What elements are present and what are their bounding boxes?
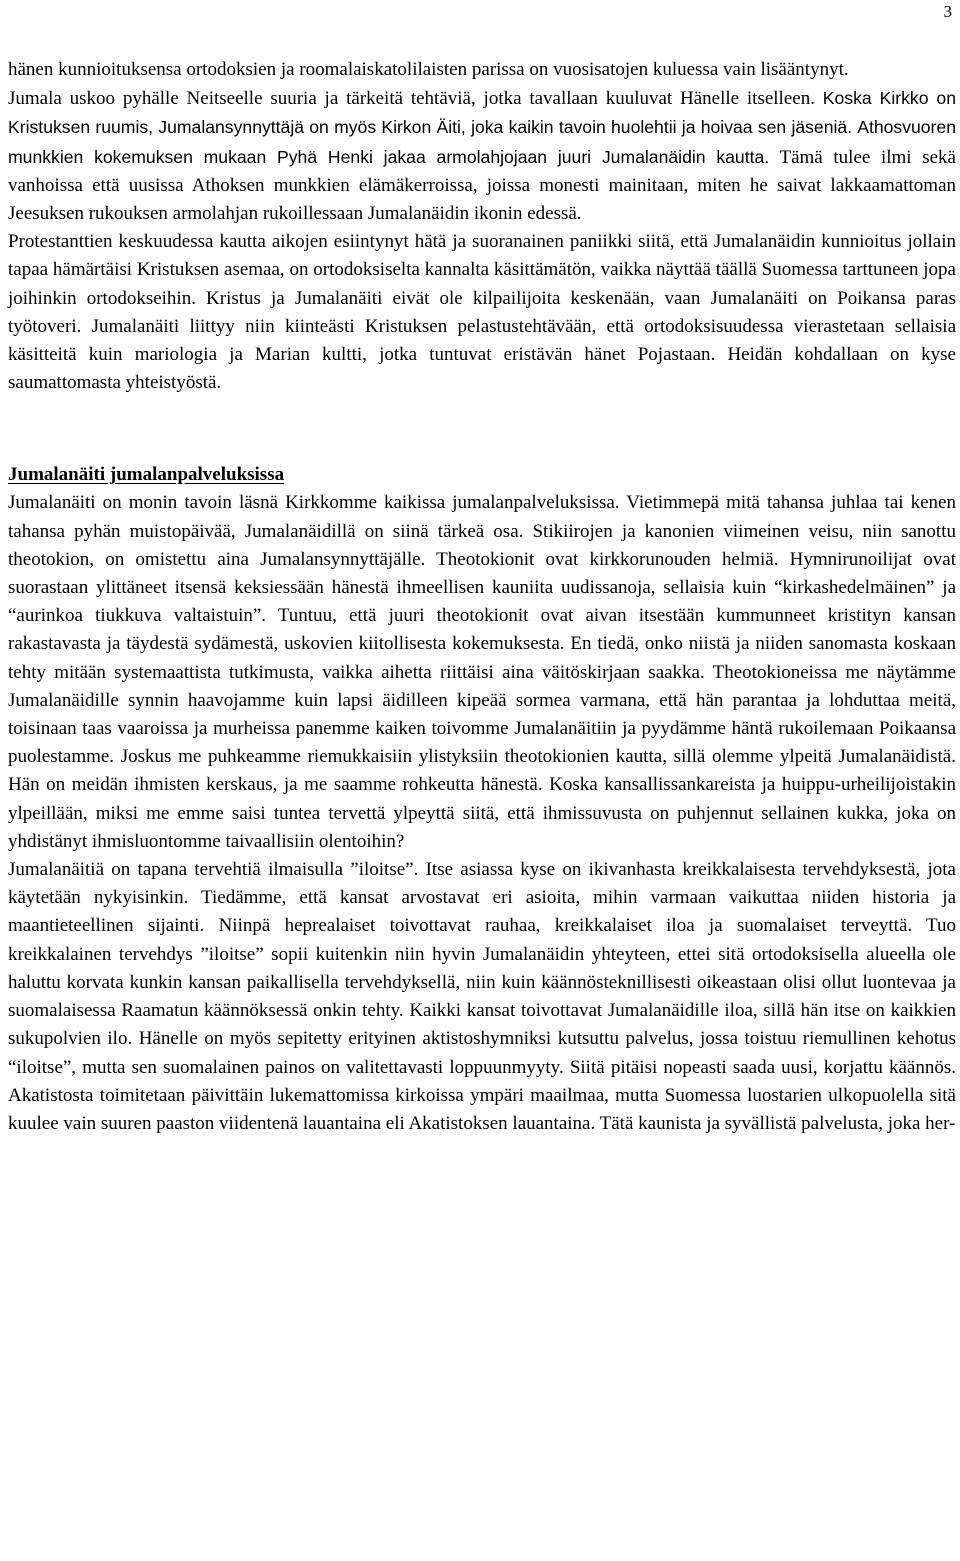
section-heading-liturgy: Jumalanäiti jumalanpalveluksissa xyxy=(8,464,285,486)
paragraph-mother-of-church xyxy=(8,84,956,228)
paragraph-rejoice-greeting: Jumalanäitiä on tapana tervehtiä ilmaisulla ”iloitse”. Itse asiassa kyse on ikivanhasta kreikkalaisesta tervehdyksestä, jota käytetään nykyisinkin. Tiedämme, että kansat arvostavat eri asioita, mihin varmaan vaikuttaa niiden historia ja maantieteellinen sijainti. Niinpä heprealaiset toivottavat rauhaa, kreikkalaiset iloa ja suomalaiset terveyttä. Tuo kreikkalainen tervehdys ”iloitse” sopii kuitenkin niin hyvin Jumalanäidin yhteyteen, ettei sitä ortodoksisella alueella ole haluttu korvata kunkin kansan paikallisella tervehdyksellä, niin kuin käännösteknillisesti oikeastaan olisi ollut luontevaa ja suomalaisessa Raamatun käännöksessä onkin tehty. Kaikki kansat toivottavat Jumalanäidille iloa, sillä hän itse on kaikkien sukupolvien ilo. Hänelle on myös sepitetty erityinen aktistoshymniksi kutsuttu palvelus, jossa toistuu riemullinen kehotus “iloitse”, mutta sen suomalainen painos on valitettavasti loppuunmyyty. Siitä pitäisi nopeasti saada uusi, korjattu käännös. Akatistosta toimitetaan päivittäin lukemattomissa kirkoissa ympäri maailmaa, mutta Suomessa luostarien ulkopuolella sitä kuulee vain suuren paaston viidentenä lauantaina eli Akatistoksen lauantaina. Tätä kaunista ja syvällistä palvelusta, joka her- xyxy=(8,859,956,1134)
sentence-athos-biographies: Tämä tulee ilmi sekä vanhoissa että uusissa Athoksen munkkien elämäkerroissa, joissa monesti mainitaan, miten he saivat lakkaamattoman Jeesuksen rukouksen armolahjan rukoillessaan Jumalanäidin ikonin edessä. xyxy=(8,146,956,225)
sentence-god-entrusts-tasks: Jumala uskoo pyhälle Neitseelle suuria ja tärkeitä tehtäviä, jotka tavallaan kuuluvat Hänelle itselleen. xyxy=(8,88,815,110)
sentence-athos-monks: Athosvuoren munkkien kokemuksen mukaan Pyhä Henki jakaa armolahjojaan juuri Jumalanäidin kautta. xyxy=(8,117,956,167)
paragraph-theotokion: Jumalanäiti on monin tavoin läsnä Kirkkomme kaikissa jumalanpalveluksissa. Vietimmepä mitä tahansa juhlaa tai kenen tahansa pyhän muistopäivää, Jumalanäidillä on siinä tärkeä osa. Stikiirojen ja kanonien viimeinen veisu, niin sanottu theotokion, on omistettu aina Jumalansynnyttäjälle. Theotokionit ovat kirkkorunouden helmiä. Hymnirunoilijat ovat suorastaan ylittäneet itsensä keksiessään hänestä ihmeellisen kauniita uudissanoja, sellaisia kuin “kirkashedelmäinen” ja “aurinkoa tiukkuva valtaistuin”. Tuntuu, että juuri theotokionit ovat aivan itsestään kummunneet kristityn kansan rakastavasta ja täydestä sydämestä, uskovien kiitollisesta kokemuksesta. En tiedä, onko niistä ja niiden sanomasta koskaan tehty mitään systemaattista tutkimusta, vaikka aihetta riittäisi aina väitöskirjaan saakka. Theotokioneissa me näytämme Jumalanäidille synnin haavojamme kuin lapsi äidilleen kipeää sormea varmana, että hän parantaa ja lohduttaa meitä, toisinaan taas vaaroissa ja murheissa panemme kaiken toivomme Jumalanäitiin ja pyydämme häntä rukoilemaan Poikaansa puolestamme. Joskus me puhkeamme riemukkaisiin ylistyksiin theotokionien kautta, sillä olemme ylpeitä Jumalanäidistä. Hän on meidän ihmisten kerskaus, ja me saamme rohkeutta hänestä. Koska kansallissankareista ja huippu-urheilijoistakin ylpeillään, miksi me emme saisi tuntea tervettä ylpeyttä siitä, että ihmissuvusta on puhjennut sellainen kukka, joka on yhdistänyt ihmisluontomme taivaallisiin olentoihin? xyxy=(8,492,956,852)
paragraph-intro-continuation: hänen kunnioituksensa ortodoksien ja roomalaiskatolilaisten parissa on vuosisatojen kuluessa vain lisääntynyt. xyxy=(8,59,849,80)
paragraph-protestant-view: Protestanttien keskuudessa kautta aikojen esiintynyt hätä ja suoranainen paniikki siitä, että Jumalanäidin kunnioitus jollain tapaa hämärtäisi Kristuksen asemaa, on ortodoksiselta kannalta käsittämätön, vaikka näyttää täällä Suomessa tarttuneen jopa joihinkin ortodokseihin. Kristus ja Jumalanäiti eivät ole kilpailijoita keskenään, vaan Jumalanäiti on Poikansa paras työtoveri. Jumalanäiti liittyy niin kiinteästi Kristuksen pelastustehtävään, että ortodoksisuudessa vierastetaan sellaisia käsitteitä kuin mariologia ja Marian kultti, jotka tuntuvat eristävän hänet Pojastaan. Heidän kohdallaan on kyse saumattomasta yhteistyöstä. xyxy=(8,231,956,394)
document-body xyxy=(8,56,956,1138)
sentence-mother-of-church: Koska Kirkko on Kristuksen ruumis, Jumalansynnyttäjä on myös Kirkon Äiti, joka kaikin tavoin huolehtii ja hoivaa sen jäseniä. xyxy=(8,88,957,138)
page-number: 3 xyxy=(943,2,952,21)
